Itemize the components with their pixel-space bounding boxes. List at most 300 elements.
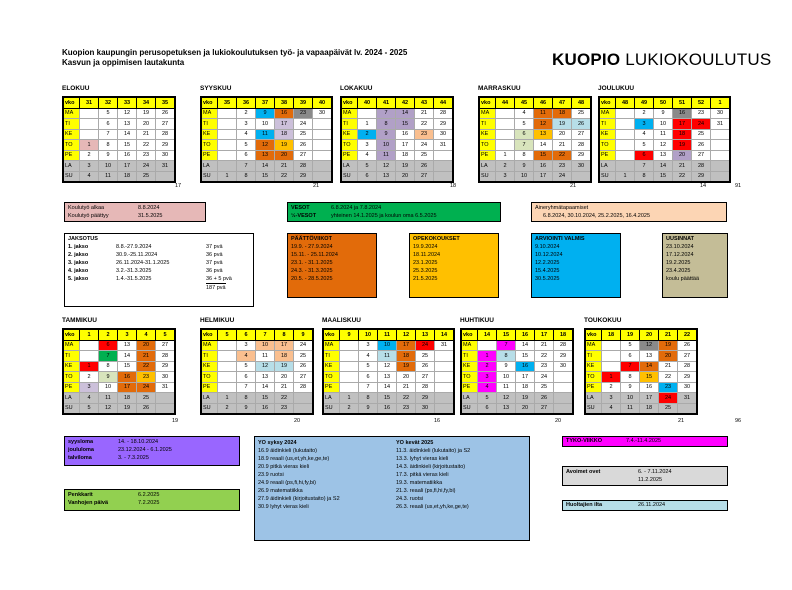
day-cell: 7 (497, 340, 516, 351)
day-cell: 20 (275, 150, 294, 161)
day-cell: 21 (535, 340, 554, 351)
uusinnat-box (662, 233, 728, 298)
day-cell: 11 (497, 382, 516, 393)
weekday-label: TI (599, 119, 616, 130)
day-cell: 4 (237, 129, 256, 140)
day-cell: 23 (692, 108, 711, 119)
jakso-row-cell: 4. jakso (68, 268, 89, 274)
day-cell: 3 (602, 393, 621, 404)
uusinta-item: 17.12.2024 (666, 252, 694, 258)
day-cell (313, 119, 333, 130)
day-cell (602, 351, 621, 362)
day-cell (340, 340, 359, 351)
week-number: 41 (377, 97, 396, 108)
day-cell (496, 129, 515, 140)
day-cell: 7 (377, 108, 396, 119)
yo-syksy-item: 16.9 äidinkieli (lukutaito) (258, 448, 318, 454)
day-cell: 28 (416, 382, 435, 393)
day-cell (313, 171, 333, 182)
week-number: 51 (673, 97, 692, 108)
month-table-lokakuu (340, 96, 454, 183)
yo-syksy-item: 26.9 matematiikka (258, 488, 303, 494)
week-number: 19 (621, 329, 640, 340)
day-cell (435, 382, 455, 393)
day-cell: 28 (678, 361, 698, 372)
day-cell: 7 (99, 351, 118, 362)
day-cell: 14 (256, 161, 275, 172)
week-label: vko (341, 97, 358, 108)
day-cell: 14 (118, 351, 137, 362)
day-cell: 6 (237, 150, 256, 161)
day-cell: 21 (659, 361, 678, 372)
weekday-label: MA (63, 340, 80, 351)
weekday-label: TI (63, 119, 80, 130)
week-number: 42 (396, 97, 415, 108)
week-number: 22 (678, 329, 698, 340)
day-cell: 8 (237, 393, 256, 404)
day-cell: 9 (497, 361, 516, 372)
weekday-label: PE (341, 150, 358, 161)
day-cell (340, 382, 359, 393)
paattoviikko-item: 20.5. - 28.5.2025 (291, 276, 333, 282)
day-cell: 6 (99, 119, 118, 130)
day-cell: 10 (378, 340, 397, 351)
day-cell: 13 (654, 150, 673, 161)
day-cell (313, 161, 333, 172)
weekday-label: SU (599, 171, 616, 182)
weekday-label: PE (201, 150, 218, 161)
spring-total: 96 (735, 418, 742, 424)
week-number: 45 (515, 97, 534, 108)
day-cell: 18 (118, 171, 137, 182)
day-cell: 11 (99, 171, 118, 182)
day-cell: 27 (535, 403, 554, 414)
day-cell: 12 (497, 393, 516, 404)
weekday-label: TO (461, 372, 478, 383)
day-cell: 10 (256, 119, 275, 130)
arviointi-item: 12.2.2025 (535, 260, 560, 266)
day-cell: 3 (359, 340, 378, 351)
day-cell: 22 (275, 393, 294, 404)
day-cell: 25 (294, 129, 313, 140)
weekday-label: LA (479, 161, 496, 172)
day-cell: 16 (275, 108, 294, 119)
day-cell: 29 (572, 150, 592, 161)
day-cell: 4 (602, 403, 621, 414)
day-cell: 26 (156, 108, 176, 119)
weekday-label: TO (585, 372, 602, 383)
day-cell: 30 (416, 403, 435, 414)
day-cell: 17 (275, 119, 294, 130)
day-cell: 23 (535, 361, 554, 372)
weekday-label: TI (323, 351, 340, 362)
day-cell (218, 129, 237, 140)
weekday-label: PE (201, 382, 218, 393)
week-number: 44 (496, 97, 515, 108)
day-cell: 13 (118, 119, 137, 130)
avoimet-date-2: 11.2.2025 (638, 477, 663, 483)
day-cell: 11 (99, 393, 118, 404)
weekday-label: MA (341, 108, 358, 119)
day-cell: 4 (515, 108, 534, 119)
weekday-label: TO (201, 372, 218, 383)
day-cell: 24 (659, 393, 678, 404)
day-cell: 1 (358, 119, 377, 130)
day-cell: 15 (118, 361, 137, 372)
weekday-label: TI (201, 119, 218, 130)
jakso-row-cell: 1.4.-31.5.2025 (116, 276, 152, 282)
vesot-box (287, 202, 501, 222)
day-cell: 16 (534, 161, 553, 172)
day-cell (313, 129, 333, 140)
paattyy-label: Koulutyö päättyy (68, 213, 109, 219)
arviointi-item: 10.12.2024 (535, 252, 563, 258)
yo-kevat-item: 17.3. pitkä vieras kieli (396, 472, 449, 478)
day-cell: 25 (535, 382, 554, 393)
day-cell: 23 (659, 382, 678, 393)
week-number: 13 (416, 329, 435, 340)
arviointi-title: ARVIOINTI VALMIS (535, 236, 585, 242)
day-cell: 5 (478, 393, 497, 404)
day-cell (156, 393, 176, 404)
weekday-label: PE (585, 382, 602, 393)
day-cell: 22 (137, 140, 156, 151)
month-table-maaliskuu (322, 328, 455, 415)
week-label: vko (63, 329, 80, 340)
weekday-label: LA (201, 161, 218, 172)
day-cell: 28 (692, 161, 711, 172)
weekday-label: KE (599, 129, 616, 140)
day-cell (711, 140, 731, 151)
month-name: HELMIKUU (200, 317, 235, 324)
week-number: 14 (478, 329, 497, 340)
day-cell: 2 (237, 108, 256, 119)
day-cell: 8 (515, 150, 534, 161)
weekday-label: KE (63, 361, 80, 372)
day-cell (80, 340, 99, 351)
month-name: JOULUKUU (598, 85, 635, 92)
weekday-label: TI (341, 119, 358, 130)
day-cell: 5 (635, 140, 654, 151)
week-number: 46 (534, 97, 553, 108)
day-cell: 18 (673, 129, 692, 140)
day-cell (554, 403, 574, 414)
day-cell: 1 (616, 171, 635, 182)
day-cell: 23 (137, 372, 156, 383)
weekday-label: PE (479, 150, 496, 161)
opekokous-item: 23.1.2025 (413, 260, 438, 266)
day-cell: 6 (478, 403, 497, 414)
month-total: 21 (313, 183, 320, 189)
day-cell: 6 (358, 171, 377, 182)
week-number: 32 (99, 97, 118, 108)
yo-syksy-list (258, 447, 396, 511)
day-cell (711, 171, 731, 182)
day-cell: 21 (553, 140, 572, 151)
day-cell: 2 (80, 150, 99, 161)
jakso-row-cell: 8.8.-27.9.2024 (116, 244, 152, 250)
koulutyo-box (64, 202, 206, 222)
day-cell: 2 (635, 108, 654, 119)
day-cell: 31 (434, 140, 454, 151)
day-cell: 16 (118, 150, 137, 161)
day-cell: 28 (572, 140, 592, 151)
arviointi-item: 30.5.2025 (535, 276, 560, 282)
arviointi-item: 15.4.2025 (535, 268, 560, 274)
day-cell: 13 (497, 403, 516, 414)
week-number: 9 (294, 329, 314, 340)
jakso-row-cell: 3.2.-31.3.2025 (116, 268, 152, 274)
title-line-2: Kasvun ja oppimisen lautakunta (62, 58, 185, 67)
day-cell: 13 (377, 171, 396, 182)
week-number: 10 (359, 329, 378, 340)
week-label: vko (323, 329, 340, 340)
day-cell: 23 (397, 403, 416, 414)
month-name: TAMMIKUU (62, 317, 97, 324)
weekday-label: SU (585, 403, 602, 414)
day-cell: 11 (654, 129, 673, 140)
loma-row (68, 438, 236, 446)
day-cell: 17 (396, 140, 415, 151)
day-cell (435, 372, 455, 383)
day-cell: 2 (358, 129, 377, 140)
aineryhma-dates: 6.8.2024, 30.10.2024, 25.2.2025, 16.4.2025 (543, 213, 651, 219)
day-cell: 8 (99, 140, 118, 151)
jakso-row-cell: 3. jakso (68, 260, 89, 266)
day-cell (218, 108, 237, 119)
month-total: 20 (294, 418, 301, 424)
day-cell: 28 (156, 351, 176, 362)
week-number: 5 (218, 329, 237, 340)
weekday-label: PE (461, 382, 478, 393)
weekday-label: LA (323, 393, 340, 404)
day-cell: 20 (275, 372, 294, 383)
day-cell: 7 (359, 382, 378, 393)
day-cell: 5 (237, 361, 256, 372)
week-number: 48 (616, 97, 635, 108)
day-cell: 8 (377, 119, 396, 130)
day-cell (616, 150, 635, 161)
day-cell: 9 (377, 129, 396, 140)
jakso-row-cell: 5. jakso (68, 276, 89, 282)
opekokoukset-title: OPEKOKOUKSET (413, 236, 460, 242)
month-total: 17 (175, 183, 182, 189)
day-cell: 25 (572, 108, 592, 119)
day-cell: 2 (602, 382, 621, 393)
day-cell: 8 (621, 372, 640, 383)
day-cell: 19 (553, 119, 572, 130)
weekday-label: TO (479, 140, 496, 151)
day-cell: 1 (478, 351, 497, 362)
week-number: 17 (535, 329, 554, 340)
day-cell (80, 129, 99, 140)
day-cell: 12 (256, 140, 275, 151)
vesot-dates: 6.8.2024 ja 7.8.2024 (331, 205, 382, 211)
day-cell: 8 (497, 351, 516, 362)
day-cell: 30 (554, 361, 574, 372)
weekday-label: KE (479, 129, 496, 140)
paattyy-date: 31.5.2025 (138, 213, 163, 219)
day-cell: 8 (99, 361, 118, 372)
day-cell: 5 (359, 361, 378, 372)
day-cell: 29 (156, 140, 176, 151)
day-cell: 12 (118, 108, 137, 119)
day-cell: 17 (534, 171, 553, 182)
day-cell: 3 (358, 140, 377, 151)
weekday-label: MA (201, 340, 218, 351)
day-cell: 7 (515, 140, 534, 151)
weekday-label: TI (461, 351, 478, 362)
day-cell (218, 351, 237, 362)
aineryhma-box (531, 202, 727, 222)
penkkarit-row (68, 491, 236, 499)
day-cell: 11 (256, 129, 275, 140)
week-label: vko (599, 97, 616, 108)
week-number: 1 (711, 97, 731, 108)
week-number: 9 (340, 329, 359, 340)
day-cell (711, 161, 731, 172)
day-cell (294, 393, 314, 404)
week-number: 36 (237, 97, 256, 108)
penkkarit-row-cell: Vanhojen päivä (68, 500, 109, 506)
day-cell: 4 (635, 129, 654, 140)
jakso-row-cell: 30.9.-25.11.2024 (116, 252, 158, 258)
week-number: 47 (553, 97, 572, 108)
jaksotus-list (68, 243, 250, 283)
month-name: TOUKOKUU (584, 317, 622, 324)
day-cell: 9 (99, 372, 118, 383)
day-cell: 21 (137, 351, 156, 362)
weekday-label: SU (479, 171, 496, 182)
day-cell: 25 (294, 351, 314, 362)
day-cell: 28 (294, 382, 314, 393)
day-cell (218, 140, 237, 151)
day-cell: 30 (434, 129, 454, 140)
day-cell: 25 (415, 150, 434, 161)
day-cell: 18 (118, 393, 137, 404)
day-cell: 26 (415, 161, 434, 172)
day-cell: 10 (99, 382, 118, 393)
day-cell: 10 (377, 140, 396, 151)
day-cell: 12 (640, 340, 659, 351)
day-cell: 29 (678, 372, 698, 383)
avoimet-date-1: 6. - 7.11.2024 (638, 469, 672, 475)
month-total: 18 (450, 183, 457, 189)
weekday-label: MA (201, 108, 218, 119)
day-cell: 7 (99, 129, 118, 140)
day-cell: 29 (416, 393, 435, 404)
avoimet-box (562, 466, 728, 486)
jakso-row (68, 259, 250, 267)
week-number: 35 (218, 97, 237, 108)
week-number: 44 (434, 97, 454, 108)
day-cell: 15 (640, 372, 659, 383)
week-label: vko (63, 97, 80, 108)
week-number: 48 (572, 97, 592, 108)
day-cell: 17 (275, 340, 294, 351)
loma-row-cell: syysloma (68, 439, 94, 445)
day-cell: 3 (80, 382, 99, 393)
month-table-tammikuu (62, 328, 176, 415)
day-cell (616, 108, 635, 119)
yo-kevat-item: 26.3. reaali (us,et,yh,ke,ge,te) (396, 504, 469, 510)
huoltajien-label: Huoltajien ilta (566, 502, 603, 508)
day-cell: 20 (553, 129, 572, 140)
yo-box (254, 436, 530, 541)
weekday-label: TI (479, 119, 496, 130)
day-cell: 27 (416, 372, 435, 383)
weekday-label: PE (63, 150, 80, 161)
day-cell: 27 (156, 119, 176, 130)
month-total: 21 (570, 183, 577, 189)
uusinta-item: 19.2.2025 (666, 260, 691, 266)
jakso-row (68, 275, 250, 283)
day-cell (340, 351, 359, 362)
day-cell (678, 403, 698, 414)
day-cell: 15 (256, 393, 275, 404)
month-table-helmikuu (200, 328, 314, 415)
weekday-label: MA (323, 340, 340, 351)
day-cell: 24 (535, 372, 554, 383)
day-cell: 3 (237, 119, 256, 130)
week-number: 21 (659, 329, 678, 340)
weekday-label: MA (599, 108, 616, 119)
day-cell: 12 (654, 140, 673, 151)
day-cell: 10 (99, 161, 118, 172)
day-cell: 31 (156, 161, 176, 172)
day-cell: 19 (516, 393, 535, 404)
week-label: vko (585, 329, 602, 340)
day-cell: 1 (340, 393, 359, 404)
day-cell: 3 (478, 372, 497, 383)
opekokous-item: 21.5.2025 (413, 276, 438, 282)
yo-syksy-item: 23.9 ruotsi (258, 472, 284, 478)
day-cell (711, 150, 731, 161)
loma-row-cell: 14. - 18.10.2024 (118, 439, 159, 445)
half-vesot-label: ½-VESOT (291, 213, 317, 219)
day-cell (496, 140, 515, 151)
day-cell: 22 (415, 119, 434, 130)
day-cell: 4 (80, 171, 99, 182)
day-cell: 4 (359, 351, 378, 362)
day-cell: 27 (678, 351, 698, 362)
day-cell: 10 (621, 393, 640, 404)
opekokous-item: 18.11.2024 (413, 252, 441, 258)
paattoviikot-title: PÄÄTTÖVIIKOT (291, 236, 332, 242)
day-cell: 28 (434, 108, 454, 119)
day-cell: 16 (516, 361, 535, 372)
day-cell: 1 (80, 140, 99, 151)
day-cell: 31 (156, 382, 176, 393)
day-cell: 24 (692, 119, 711, 130)
yo-kevat-item: 14.3. äidinkieli (kirjoitustaito) (396, 464, 466, 470)
day-cell: 12 (378, 361, 397, 372)
day-cell: 27 (692, 150, 711, 161)
day-cell: 23 (415, 129, 434, 140)
day-cell: 11 (621, 403, 640, 414)
lomat-box (64, 436, 240, 466)
weekday-label: PE (599, 150, 616, 161)
day-cell: 14 (118, 129, 137, 140)
day-cell: 29 (554, 351, 574, 362)
day-cell: 1 (602, 372, 621, 383)
jakso-row-cell: 2. jakso (68, 252, 89, 258)
week-number: 18 (602, 329, 621, 340)
day-cell: 24 (553, 171, 572, 182)
day-cell: 2 (218, 403, 237, 414)
penkkarit-list (68, 491, 236, 507)
day-cell: 10 (515, 171, 534, 182)
